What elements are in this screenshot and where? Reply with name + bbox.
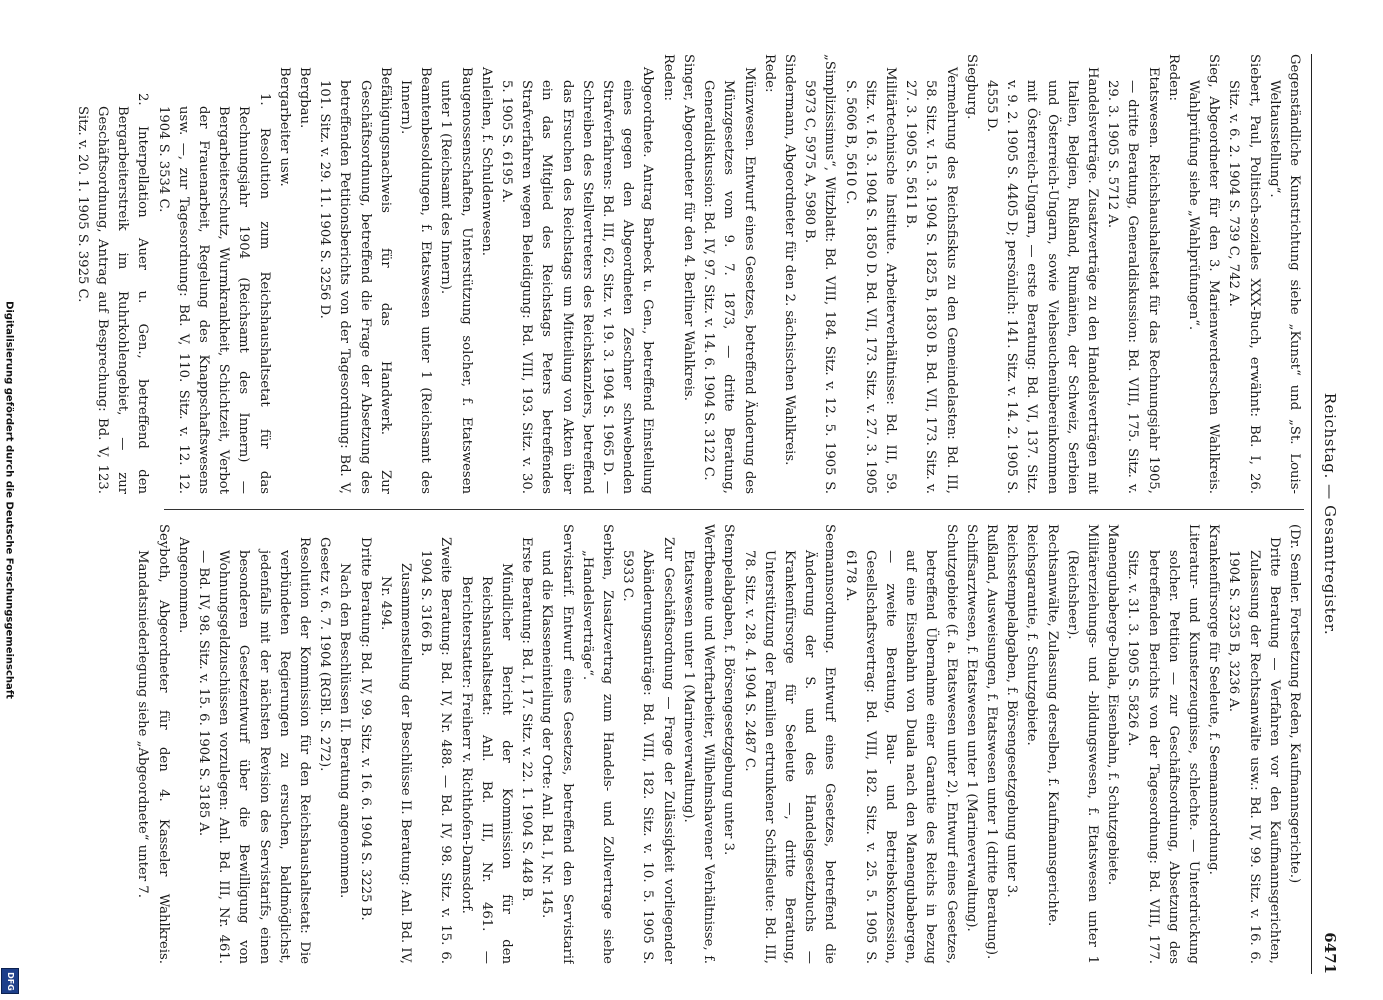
- entry-beamtenbesoldungen: Beamtenbesoldungen, f. Etatswesen unter 1 (Reichsamt des Innern).: [398, 67, 434, 494]
- entry-vermehrung: Vermehrung des Reichsfiskus zu den Gemeindelasten: Bd. III, 58. Sitz. v. 15. 3. 1904 S. 1825 B, 1830 B. Bd. VII, 173. Sitz. v. 27. 3. 1905 S. 5611 B.: [903, 67, 959, 494]
- entry-sindermann: Sindermann, Abgeordneter für den 2. sächsischen Wahlkreis.: [781, 54, 797, 466]
- entry-rechtsanwaelte: Rechtsanwälte, Zulassung derselben, f. Kaufmannsgerichte.: [1044, 524, 1060, 927]
- entry-baugenossenschaften: Baugenossenschaften, Unterstützung solcher, f. Etatswesen unter 1 (Reichsamt des Innern).: [438, 67, 474, 494]
- entry-krankenfuersorge: Krankenfürsorge für Seeleute, f. Seemannsordnung.: [1206, 524, 1222, 875]
- entry-werftbeamte: Werftbeamte und Werftarbeiter, Wilhelmshavener Verhältnisse, f. Etatswesen unter 1 (Marineverwaltung).: [680, 524, 717, 964]
- digitization-credit: Digitalisierung gefördert durch die Deutsche Forschungsgemeinschaft: [3, 301, 15, 699]
- entry-befaehigungsnachweis: Befähigungsnachweis für das Handwerk. Zur Geschäftsordnung, betreffend die Frage der Absetzung des betreffenden Petitionsberichts von der Tagesordnung: Bd. V, 101. Sitz. v. 29. 11. 1904 S. 3256 D.: [317, 67, 393, 494]
- entry-gesetz: Gesetz v. 6. 7. 1904 (RGBl. S. 272).: [317, 537, 333, 772]
- entry-serbien: Serbien, Zusatzvertrag zum Handels- und Zollvertrage siehe „Handelsverträge“.: [579, 524, 616, 964]
- page-number: 6471: [1321, 932, 1339, 974]
- entry-bergarbeiter: Bergarbeiter usw.: [276, 67, 292, 187]
- digitization-sidebar: [0, 0, 18, 1000]
- dfg-logo-text: DFG: [5, 971, 15, 991]
- entry-stempelabgaben: Stempelabgaben, f. Börsengesetzgebung unter 3.: [721, 524, 737, 856]
- entry-siebert: Siebert, Paul, Politisch-soziales XXX-Buch, erwähnt: Bd. I, 26. Sitz. v. 6. 2. 1904 S. 739 C, 742 A.: [1226, 54, 1262, 494]
- dfg-logo-icon: [1, 968, 19, 994]
- entry-manengubaberge: Manengubaberge-Duala, Eisenbahn, f. Schutzgebiete.: [1105, 524, 1121, 886]
- entry-simplizissimus: „Simplizissimus“, Witzblatt: Bd. VIII, 184. Sitz. v. 12. 5. 1905 S. 5973 C, 5975 A, 5980 B.: [802, 54, 838, 494]
- entry-singer: Singer, Abgeordneter für den 4. Berliner Wahlkreis.: [680, 54, 696, 401]
- entry-abgeordnete: Abgeordnete. Antrag Barbeck u. Gen., betreffend Einstellung eines gegen den Abgeordneten Zeschner schwebenden Strafverfahrens: Bd. III, 62. Sitz. v. 19. 3. 1904 S. 1965 D. — Schreiben des Stellvertreters des Reichskanzlers, betreffend das Ersuchen des Reichstags um Mitteilung von Akten über ein das Mitglied des Reichstags Peters betreffendes Strafverfahren wegen Beleidigung: Bd. VIII, 193. Sitz. v. 30. 5. 1905 S. 6195 A.: [499, 67, 656, 494]
- entry-angenommen-ii: Nach den Beschlüssen II. Beratung angenommen.: [337, 563, 353, 899]
- entry-muendlicher-bericht: Mündlicher Bericht der Kommission für den Reichshaushaltsetat: Anl. Bd. III, Nr. 461. — Berichterstatter: Freiherr v. Richthofen-Damsdorf.: [458, 563, 515, 964]
- entry-muenzwesen: Münzwesen. Entwurf eines Gesetzes, betreffend Änderung des Münzgesetzes vom 9. 7. 1873, — dritte Beratung, Generaldiskussion: Bd. IV, 97. Sitz. v. 14. 6. 1904 S. 3122 C.: [701, 67, 757, 494]
- entry-schiffsarztwesen: Schiffsarztwesen, f. Etatswesen unter 1 (Marineverwaltung).: [963, 524, 979, 932]
- entry-continuation: Gegenständliche Kunstrichtung siehe „Kunst“ und „St. Louis-Weltausstellung“.: [1266, 54, 1302, 494]
- entry-bergbau: Bergbau.: [297, 67, 313, 129]
- entry-reichsstempelabgaben: Reichsstempelabgaben, f. Börsengesetzgebung unter 3.: [1004, 524, 1020, 898]
- reden-label-singer: Reden:: [660, 54, 676, 101]
- entry-zusammenstellung: Zusammenstellung der Beschlüsse II. Beratung: Anl. Bd. IV, Nr. 494.: [377, 563, 414, 964]
- entry-handelsvertraege: Handelsverträge. Zusatzverträge zu den Handelsverträgen mit Italien, Belgien, Rußland, Rumänien, der Schweiz, Serbien und Österreich-Ungarn, sowie Viehseuchenübereinkommen mit Österreich-Ungarn, — erste Beratung: Bd. VI, 137. Sitz. v. 9. 2. 1905 S. 4405 D; persönlich: 141. Sitz. v. 14. 2. 1905 S. 4555 D.: [983, 67, 1100, 494]
- entry-anleihen: Anleihen, f. Schuldenwesen.: [478, 67, 494, 256]
- entry-semler-continuation: (Dr. Semler. Fortsetzung Reden, Kaufmannsgerichte.): [1287, 524, 1302, 884]
- entry-reichsgarantie: Reichsgarantie, f. Schutzgebiete.: [1024, 524, 1040, 746]
- entry-geschaeftsordnung: Zur Geschäftsordnung — Frage der Zulässigkeit vorliegender Abänderungsanträge: Bd. VIII, 182. Sitz. v. 10. 5. 1905 S. 5933 C.: [620, 537, 676, 964]
- entry-bergarbeiter-2: 2. Interpellation Auer u. Gen., betreffend den Bergarbeiterstreik im Ruhrkohlengebiet, — zur Geschäftsordnung, Antrag auf Besprechung: Bd. V, 123. Sitz. v. 20. 1. 1905 S. 3925 C.: [74, 93, 151, 494]
- entry-militaererziehung: Militärerziehungs- und -bildungswesen, f. Etatswesen unter 1 (Reichsheer).: [1064, 524, 1100, 964]
- entry-erste-beratung: Erste Beratung: Bd. I, 17. Sitz. v. 22. 1. 1904 S. 448 B.: [519, 537, 535, 902]
- entry-militaertechnische: Militärtechnische Institute. Arbeiterverhältnisse: Bd. III, 59. Sitz. v. 16. 3. 1904 S. 1850 D. Bd. VII, 173. Sitz. v. 27. 3. 1905 S. 5606 B, 5610 C.: [842, 67, 898, 494]
- entry-schutzgebiete: Schutzgebiete (f. a. Etatswesen unter 2). Entwurf eines Gesetzes, betreffend Übernahme einer Garantie des Reichs in bezug auf eine Eisenbahn von Duala nach den Manengubabergen, — zweite Beratung, Bau- und Betriebskonzession, Gesellschaftsvertrag: Bd. VIII, 182. Sitz. v. 25. 5. 1905 S. 6178 A.: [842, 524, 959, 964]
- entry-seemannsordnung: Seemannsordnung. Entwurf eines Gesetzes, betreffend die Änderung der S. und des Handelsgesetzbuchs — Krankenfürsorge für Seeleute —, dritte Beratung, Unterstützung der Familien ertrunkener Schiffsleute: Bd. III, 78. Sitz. v. 28. 4. 1904 S. 2487 C.: [741, 524, 838, 964]
- entry-resolution: Resolution der Kommission für den Reichshaushaltsetat: Die verbündeten Regierungen zu ersuchen, baldmöglichst, jedenfalls mit der nächsten Revision des Servistarifs, einen besonderen Gesetzentwurf über die Bewilligung von Wohnungsgeldzuschüssen vorzulegen: Anl. Bd. III, Nr. 461. — Bd. IV, 98. Sitz. v. 15. 6. 1904 S. 3185 A.: [196, 537, 313, 964]
- entry-literatur: Literatur- und Kunsterzeugnisse, schlechte. — Unterdrückung solcher. Petition — zur Geschäftsordnung, Absetzung des betreffenden Berichts von der Tagesordnung: Bd. VIII, 177. Sitz. v. 31. 3. 1905 S. 5826 A.: [1125, 524, 1201, 964]
- entry-siegburg: Siegburg.: [963, 54, 979, 120]
- right-column: [74, 524, 1304, 964]
- entry-dritte-beratung: Dritte Beratung — Verfahren vor den Kaufmannsgerichten, Zulassung der Rechtsanwälte usw.: Bd. IV, 99. Sitz. v. 16. 6. 1904 S. 3235 B, 3236 A.: [1226, 537, 1282, 964]
- entry-dritte-beratung-servis: Dritte Beratung: Bd. IV, 99. Sitz. v. 16. 6. 1904 S. 3225 B.: [357, 537, 373, 921]
- entry-russland: Rußland, Ausweisungen, f. Etatswesen unter 1 (dritte Beratung).: [983, 524, 999, 960]
- rede-label: Rede:: [761, 54, 777, 93]
- left-column: [74, 54, 1304, 494]
- entry-zweite-beratung: Zweite Beratung: Bd. IV, Nr. 488. — Bd. IV, 98. Sitz. v. 15. 6. 1904 S. 3166 B.: [418, 537, 454, 964]
- register-page: [66, 54, 1346, 974]
- entry-etatswesen: Etatswesen. Reichshaushaltsetat für das Rechnungsjahr 1905, — dritte Beratung, Generaldiskussion: Bd. VIII, 175. Sitz. v. 29. 3. 1905 S. 5712 A.: [1105, 67, 1161, 494]
- column-divider: [164, 509, 1304, 510]
- entry-sieg: Sieg, Abgeordneter für den 3. Marienwerderschen Wahlkreis. Wahlprüfung siehe „Wahlprüfungen“.: [1185, 54, 1222, 494]
- entry-seyboth: Seyboth, Abgeordneter für den 4. Kasseler Wahlkreis. Mandatsniederlegung siehe „Abgeordnete“ unter 7.: [135, 524, 171, 964]
- reden-label: Reden:: [1165, 54, 1181, 101]
- page-header: [1311, 54, 1346, 974]
- entry-servistarif: Servistarif. Entwurf eines Gesetzes, betreffend den Servistarif und die Klasseneinteilung der Orte: Anl. Bd. I, Nr. 145.: [539, 524, 575, 964]
- entry-bergarbeiter-1: 1. Resolution zum Reichshaushaltsetat für das Rechnungsjahr 1904 (Reichsamt des Innern) — Bergarbeiterschutz, Wurmkrankheit, Schichtzeit, Verbot der Frauenarbeit, Regelung des Knappschaftswesens usw. —, zur Tagesordnung: Bd. V, 110. Sitz. v. 12. 12. 1904 S. 3534 C.: [155, 93, 272, 494]
- text-columns: [74, 54, 1304, 974]
- entry-angenommen: Angenommen.: [175, 537, 191, 634]
- running-head: Reichstag. — Gesamtregister.: [1321, 392, 1339, 636]
